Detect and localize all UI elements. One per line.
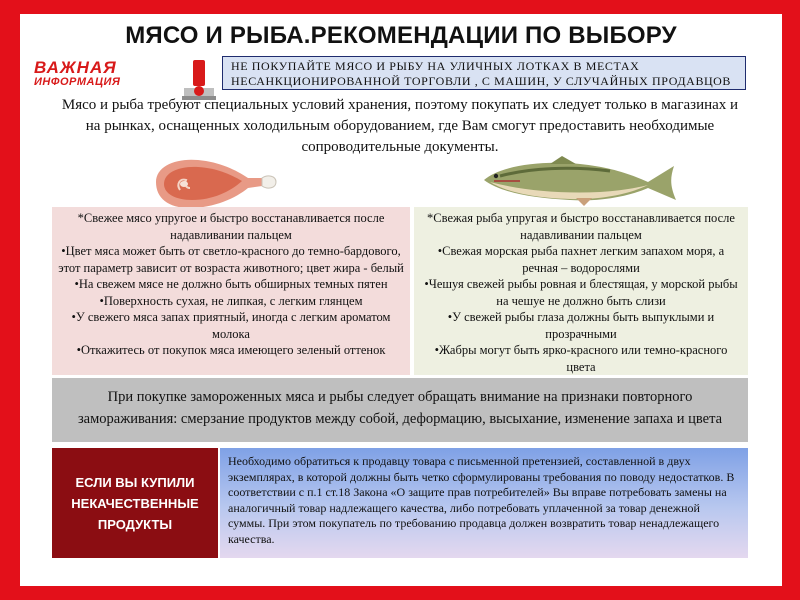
meat-item: •У свежего мяса запах приятный, иногда с легким ароматом молока <box>71 310 391 341</box>
fish-item: •У свежей рыбы глаза должны быть выпуклыми и прозрачными <box>447 310 715 341</box>
frozen-products-note: При покупке замороженных мяса и рыбы следует обращать внимание на признаки повторного замораживания: смерзание продуктов между собой, деформацию, высыхание, изменение запаха и цвета <box>52 378 748 442</box>
meat-item: •Поверхность сухая, не липкая, с легким глянцем <box>99 293 363 308</box>
trout-illustration <box>480 154 680 209</box>
ham-leg-illustration <box>150 154 280 214</box>
meat-item: •Откажитесь от покупок мяса имеющего зеленый оттенок <box>76 343 386 357</box>
intro-text: Мясо и рыба требуют специальных условий хранения, поэтому покупать их следует только в магазинах и на рынках, оснащенных холодильным оборудованием, где Вам смогут предоставить необходимые сопроводительные документы. <box>61 97 739 155</box>
page-title: МЯСО И РЫБА.РЕКОМЕНДАЦИИ ПО ВЫБОРУ <box>125 22 677 49</box>
meat-item: •На свежем мясе не должно быть обширных темных пятен <box>74 277 388 291</box>
badge-text <box>34 60 120 90</box>
meat-item: *Свежее мясо упругое и быстро восстанавливается после надавливании пальцем <box>77 211 385 242</box>
badge-line-2: ИНФОРМАЦИЯ <box>34 76 121 88</box>
fresh-fish-signs <box>414 207 748 375</box>
fresh-meat-signs <box>52 207 410 375</box>
meat-item: •Цвет мяса может быть от светло-красного до темно-бардового, этот параметр зависит от возраста животного; цвет жира - белый <box>58 244 404 275</box>
fish-item: *Свежая рыба упругая и быстро восстанавливается после надавливании пальцем <box>427 211 735 242</box>
bad-products-instructions: Необходимо обратиться к продавцу товара с письменной претензией, составленной в двух экземплярах, в которой должны быть четко сформулированы требования по поводу недостатков. В соответствии с п.1 ст.18 Закона «О защите прав потребителей» Вы вправе потребовать замены на аналогичный товар надлежащего качества, либо потребовать уплаченной за товар денежной суммы. При этом покупатель по требованию продавца должен возвратить товар ненадлежащего качества. <box>220 448 748 558</box>
badge-line-1: ВАЖНАЯ <box>34 58 117 77</box>
bad-products-label: ЕСЛИ ВЫ КУПИЛИ НЕКАЧЕСТВЕННЫЕ ПРОДУКТЫ <box>52 448 218 558</box>
warning-box: НЕ ПОКУПАЙТЕ МЯСО И РЫБУ НА УЛИЧНЫХ ЛОТКАХ В МЕСТАХ НЕСАНКЦИОНИРОВАННОЙ ТОРГОВЛИ , С МАШИН, У СЛУЧАЙНЫХ ПРОДАВЦОВ <box>222 56 746 90</box>
fish-item: •Чешуя свежей рыбы ровная и блестящая, у морской рыбы на чешуе не должно быть слизи <box>424 277 738 308</box>
fish-item: •Жабры могут быть ярко-красного или темно-красного цвета <box>434 343 728 374</box>
fish-item: •Свежая морская рыба пахнет легким запахом моря, а речная – водорослями <box>437 244 725 275</box>
info-sheet <box>20 14 782 586</box>
